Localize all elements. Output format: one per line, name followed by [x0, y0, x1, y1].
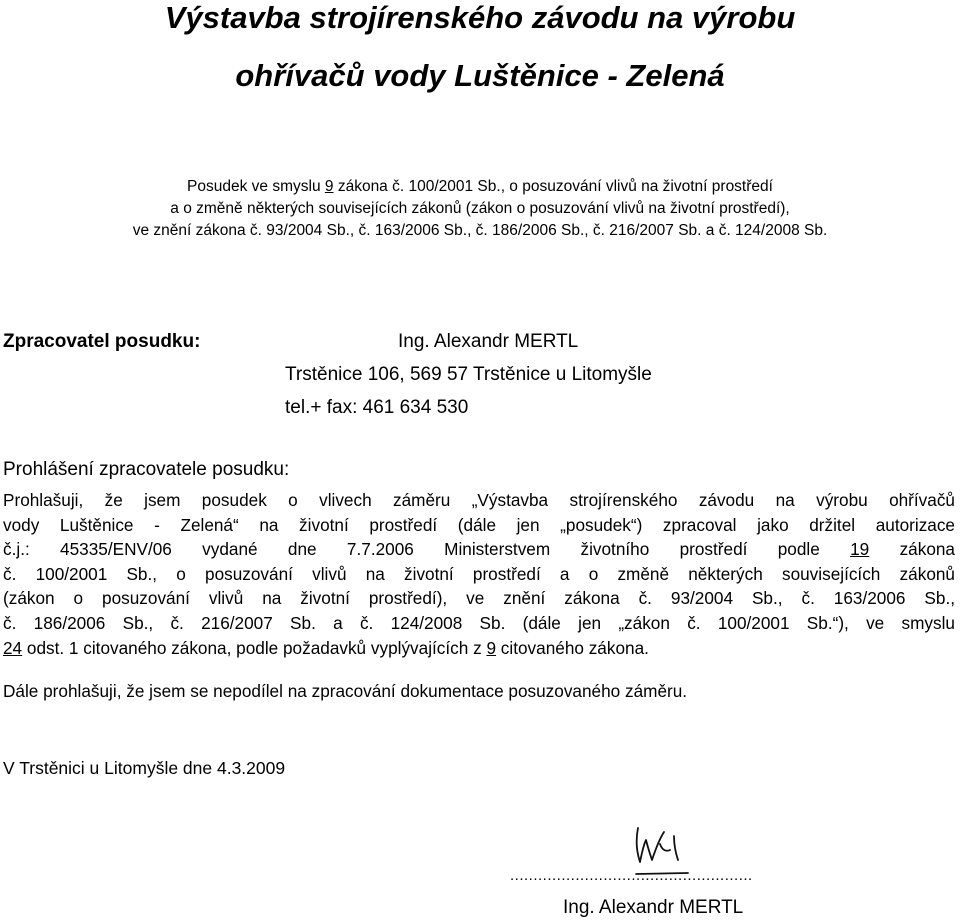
declaration-line-1: Prohlašuji, že jsem posudek o vlivech záměru „Výstavba strojírenského závodu na výrobu ohřívačů: [3, 490, 955, 510]
intro-line-2: a o změně některých souvisejících zákonů (zákon o posuzování vlivů na životní prostředí),: [170, 200, 790, 217]
author-label: Zpracovatel posudku:: [3, 331, 201, 352]
declaration-paragraph: [3, 488, 955, 660]
section-ref-24: 24: [3, 637, 23, 658]
intro-line-3: ve znění zákona č. 93/2004 Sb., č. 163/2006 Sb., č. 186/2006 Sb., č. 216/2007 Sb. a č. 124/2008 Sb.: [132, 222, 828, 239]
declaration-line-6: č. 186/2006 Sb., č. 216/2007 Sb. a č. 124/2008 Sb. (dále jen „zákon č. 100/2001 Sb.“), ve smyslu: [3, 612, 955, 633]
section-ref-9-b: 9: [486, 637, 497, 658]
signature-line: ....................................................: [510, 867, 753, 884]
document-title-line-1: Výstavba strojírenského závodu na výrobu: [164, 0, 796, 35]
place-and-date: V Trstěnici u Litomyšle dne 4.3.2009: [3, 758, 286, 778]
author-phone: tel.+ fax: 461 634 530: [285, 397, 469, 418]
signature-name: Ing. Alexandr MERTL: [563, 897, 744, 918]
declaration-heading: Prohlášení zpracovatele posudku:: [3, 459, 290, 480]
author-name: Ing. Alexandr MERTL: [398, 331, 579, 352]
author-address: Trstěnice 106, 569 57 Trstěnice u Litomyšle: [285, 364, 652, 385]
declaration-line-5: (zákon o posuzování vlivů na životní prostředí), ve znění zákona č. 93/2004 Sb., č. 163/2006 Sb.,: [3, 588, 955, 609]
intro-line-1: Posudek ve smyslu 9 zákona č. 100/2001 Sb., o posuzování vlivů na životní prostředí: [187, 178, 773, 195]
declaration-line-4: č. 100/2001 Sb., o posuzování vlivů na životní prostředí a o změně některých souvisejících zákonů: [3, 563, 955, 584]
document-title-line-2: ohřívačů vody Luštěnice - Zelená: [235, 58, 725, 93]
declaration-second: Dále prohlašuji, že jsem se nepodílel na zpracování dokumentace posuzovaného záměru.: [3, 681, 688, 701]
intro-text: [40, 176, 920, 242]
declaration-line-7: 24 odst. 1 citovaného zákona, podle požadavků vyplývajících z 9 citovaného zákona.: [3, 637, 649, 658]
section-ref-19: 19: [850, 539, 870, 560]
declaration-line-2: vody Luštěnice - Zelená“ na životní prostředí (dále jen „posudek“) zpracoval jako držitel autorizace: [3, 514, 955, 535]
section-ref-9: 9: [324, 178, 334, 195]
declaration-line-3: č.j.: 45335/ENV/06 vydané dne 7.7.2006 Ministerstvem životního prostředí podle 19 zákona: [3, 539, 955, 560]
